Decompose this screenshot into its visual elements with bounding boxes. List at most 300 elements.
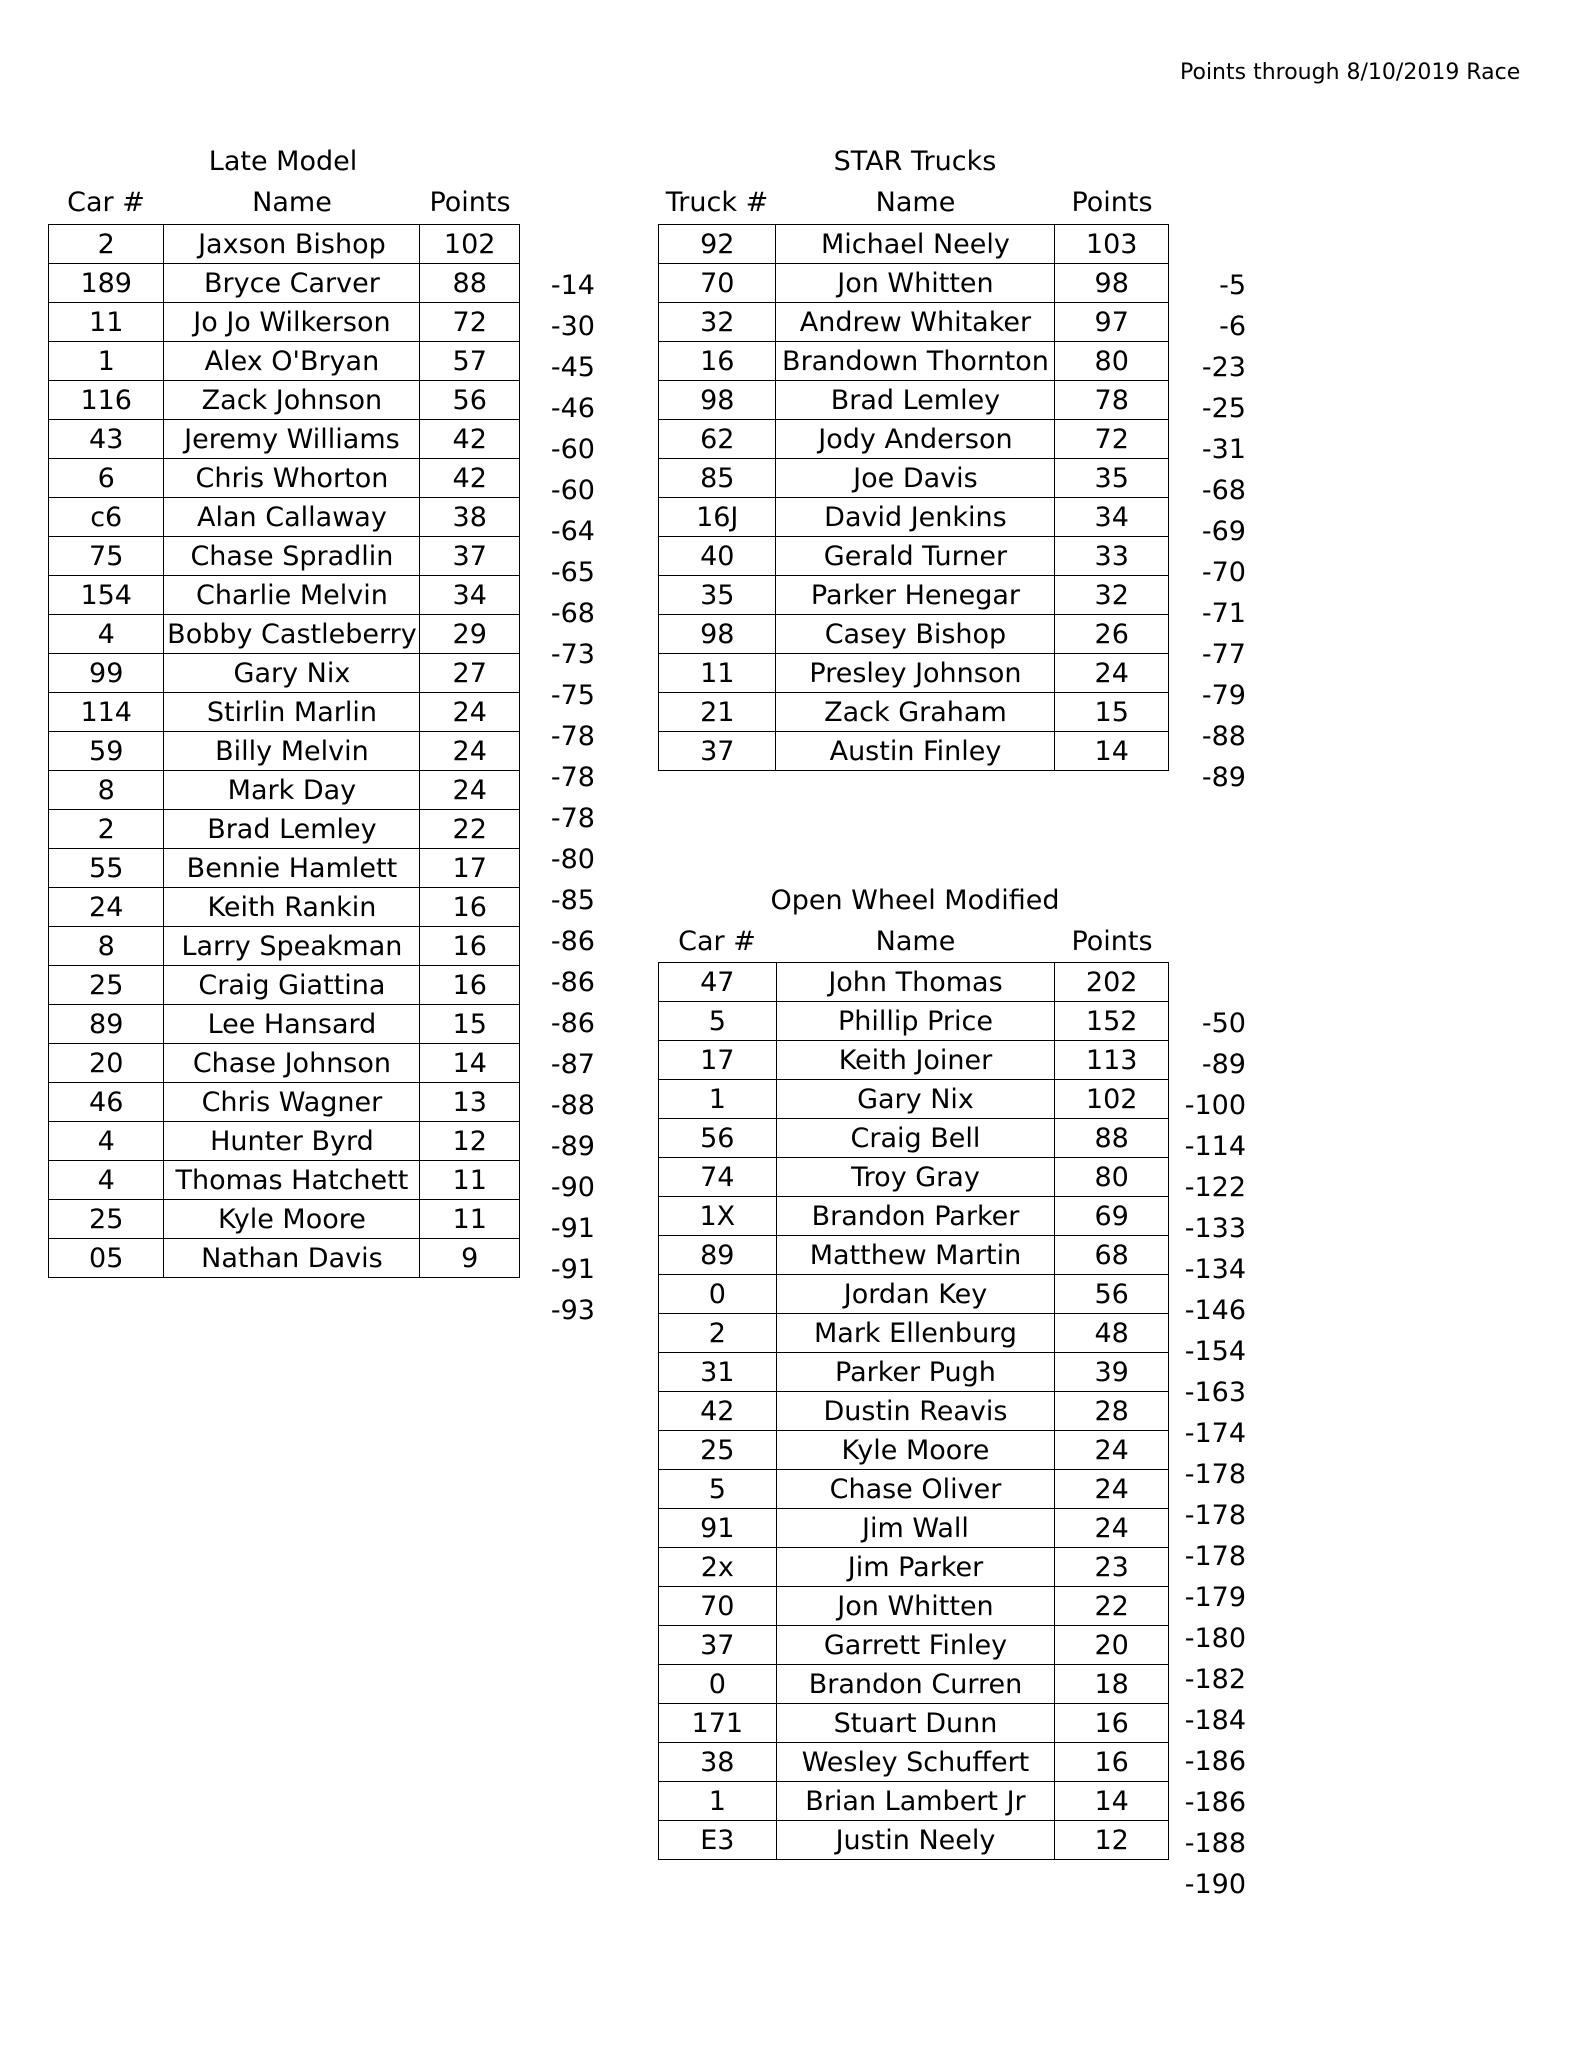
driver-name-cell: Hunter Byrd <box>164 1122 420 1161</box>
car-number-cell: c6 <box>49 498 164 537</box>
points-behind-value: -85 <box>550 885 595 916</box>
car-number-cell: 1 <box>659 1080 777 1119</box>
points-cell: 29 <box>420 615 520 654</box>
car-number-cell: 189 <box>49 264 164 303</box>
late-model-car-header: Car # <box>67 187 145 218</box>
points-behind-value: -86 <box>550 1008 595 1039</box>
table-row <box>659 1782 1169 1821</box>
points-cell: 14 <box>420 1044 520 1083</box>
points-behind-value: -91 <box>550 1254 595 1285</box>
driver-name-cell: Craig Giattina <box>164 966 420 1005</box>
open-wheel-name-header: Name <box>875 926 956 957</box>
late-model-name-header: Name <box>252 187 332 218</box>
table-row <box>49 1005 520 1044</box>
points-through-note: Points through 8/10/2019 Race <box>1180 60 1521 85</box>
points-cell: 12 <box>1055 1821 1169 1860</box>
points-cell: 17 <box>420 849 520 888</box>
points-behind-value: -46 <box>550 393 595 424</box>
table-row <box>49 927 520 966</box>
car-number-cell: 6 <box>49 459 164 498</box>
points-cell: 24 <box>1055 1431 1169 1470</box>
points-behind-value: -114 <box>1184 1131 1246 1162</box>
star-trucks-name-header: Name <box>875 187 956 218</box>
points-behind-value: -182 <box>1184 1664 1246 1695</box>
driver-name-cell: Troy Gray <box>776 1158 1055 1197</box>
points-behind-value: -71 <box>1201 598 1246 629</box>
driver-name-cell: Larry Speakman <box>164 927 420 966</box>
table-row <box>659 1431 1169 1470</box>
points-cell: 14 <box>1055 732 1169 771</box>
driver-name-cell: David Jenkins <box>776 498 1055 537</box>
driver-name-cell: Presley Johnson <box>776 654 1055 693</box>
points-behind-value: -133 <box>1184 1213 1246 1244</box>
driver-name-cell: Billy Melvin <box>164 732 420 771</box>
car-number-cell: 55 <box>49 849 164 888</box>
points-cell: 152 <box>1055 1002 1169 1041</box>
table-row <box>659 1626 1169 1665</box>
driver-name-cell: Keith Rankin <box>164 888 420 927</box>
table-row <box>659 1002 1169 1041</box>
car-number-cell: 16J <box>659 498 776 537</box>
points-behind-value: -68 <box>550 598 595 629</box>
points-behind-value: -77 <box>1201 639 1246 670</box>
points-behind-value: -23 <box>1201 352 1246 383</box>
points-cell: 42 <box>420 420 520 459</box>
late-model-table <box>48 224 520 1278</box>
points-behind-value: -100 <box>1184 1090 1246 1121</box>
points-behind-value: -79 <box>1201 680 1246 711</box>
points-cell: 9 <box>420 1239 520 1278</box>
car-number-cell: 42 <box>659 1392 777 1431</box>
points-behind-value: -180 <box>1184 1623 1246 1654</box>
table-row <box>49 1083 520 1122</box>
driver-name-cell: Chase Oliver <box>776 1470 1055 1509</box>
points-behind-value: -78 <box>550 721 595 752</box>
driver-name-cell: Zack Johnson <box>164 381 420 420</box>
car-number-cell: 38 <box>659 1743 777 1782</box>
driver-name-cell: Alex O'Bryan <box>164 342 420 381</box>
car-number-cell: 70 <box>659 1587 777 1626</box>
points-cell: 56 <box>420 381 520 420</box>
star-trucks-points-header: Points <box>1071 187 1153 218</box>
car-number-cell: 5 <box>659 1002 777 1041</box>
car-number-cell: 43 <box>49 420 164 459</box>
car-number-cell: 5 <box>659 1470 777 1509</box>
table-row <box>49 303 520 342</box>
points-cell: 32 <box>1055 576 1169 615</box>
points-cell: 15 <box>1055 693 1169 732</box>
points-behind-value: -89 <box>550 1131 595 1162</box>
table-row <box>49 732 520 771</box>
car-number-cell: 8 <box>49 771 164 810</box>
points-behind-value: -68 <box>1201 475 1246 506</box>
car-number-cell: 24 <box>49 888 164 927</box>
points-behind-value: -69 <box>1201 516 1246 547</box>
points-cell: 20 <box>1055 1626 1169 1665</box>
driver-name-cell: Matthew Martin <box>776 1236 1055 1275</box>
car-number-cell: 62 <box>659 420 776 459</box>
driver-name-cell: Stirlin Marlin <box>164 693 420 732</box>
table-row <box>49 381 520 420</box>
driver-name-cell: Parker Henegar <box>776 576 1055 615</box>
points-behind-value: -146 <box>1184 1295 1246 1326</box>
car-number-cell: 1 <box>659 1782 777 1821</box>
driver-name-cell: Garrett Finley <box>776 1626 1055 1665</box>
points-cell: 26 <box>1055 615 1169 654</box>
driver-name-cell: Bennie Hamlett <box>164 849 420 888</box>
car-number-cell: 21 <box>659 693 776 732</box>
car-number-cell: 37 <box>659 1626 777 1665</box>
table-row <box>659 1080 1169 1119</box>
points-behind-value: -89 <box>1201 762 1246 793</box>
points-behind-value: -184 <box>1184 1705 1246 1736</box>
car-number-cell: 2 <box>49 810 164 849</box>
table-row <box>659 225 1169 264</box>
points-behind-value: -73 <box>550 639 595 670</box>
points-cell: 78 <box>1055 381 1169 420</box>
points-cell: 24 <box>1055 654 1169 693</box>
points-behind-value: -60 <box>550 475 595 506</box>
driver-name-cell: Chase Spradlin <box>164 537 420 576</box>
points-cell: 24 <box>420 732 520 771</box>
points-cell: 98 <box>1055 264 1169 303</box>
car-number-cell: 25 <box>49 966 164 1005</box>
driver-name-cell: Jo Jo Wilkerson <box>164 303 420 342</box>
points-cell: 113 <box>1055 1041 1169 1080</box>
driver-name-cell: Parker Pugh <box>776 1353 1055 1392</box>
table-row <box>49 654 520 693</box>
driver-name-cell: Casey Bishop <box>776 615 1055 654</box>
points-cell: 102 <box>420 225 520 264</box>
table-row <box>659 342 1169 381</box>
car-number-cell: 98 <box>659 381 776 420</box>
car-number-cell: 31 <box>659 1353 777 1392</box>
car-number-cell: 89 <box>659 1236 777 1275</box>
table-row <box>49 1161 520 1200</box>
points-cell: 13 <box>420 1083 520 1122</box>
car-number-cell: 0 <box>659 1275 777 1314</box>
points-cell: 56 <box>1055 1275 1169 1314</box>
points-cell: 68 <box>1055 1236 1169 1275</box>
table-row <box>659 1236 1169 1275</box>
table-row <box>49 342 520 381</box>
table-row <box>49 498 520 537</box>
points-cell: 28 <box>1055 1392 1169 1431</box>
points-cell: 35 <box>1055 459 1169 498</box>
car-number-cell: 92 <box>659 225 776 264</box>
points-behind-value: -134 <box>1184 1254 1246 1285</box>
driver-name-cell: Gary Nix <box>776 1080 1055 1119</box>
points-cell: 24 <box>420 693 520 732</box>
driver-name-cell: Michael Neely <box>776 225 1055 264</box>
driver-name-cell: Jordan Key <box>776 1275 1055 1314</box>
table-row <box>659 264 1169 303</box>
car-number-cell: 8 <box>49 927 164 966</box>
points-behind-value: -188 <box>1184 1828 1246 1859</box>
points-behind-value <box>535 224 595 265</box>
points-behind-value: -70 <box>1201 557 1246 588</box>
points-behind-value: -163 <box>1184 1377 1246 1408</box>
driver-name-cell: Kyle Moore <box>776 1431 1055 1470</box>
star-trucks-truck-header: Truck # <box>665 187 769 218</box>
points-cell: 24 <box>420 771 520 810</box>
driver-name-cell: Jim Wall <box>776 1509 1055 1548</box>
table-row <box>659 693 1169 732</box>
open-wheel-car-header: Car # <box>678 926 756 957</box>
points-behind-value: -89 <box>1201 1049 1246 1080</box>
points-cell: 15 <box>420 1005 520 1044</box>
car-number-cell: 91 <box>659 1509 777 1548</box>
table-row <box>659 1392 1169 1431</box>
points-cell: 24 <box>1055 1509 1169 1548</box>
table-row <box>49 849 520 888</box>
table-row <box>659 303 1169 342</box>
points-behind-value: -88 <box>550 1090 595 1121</box>
table-row <box>659 1821 1169 1860</box>
points-cell: 103 <box>1055 225 1169 264</box>
driver-name-cell: Chris Whorton <box>164 459 420 498</box>
car-number-cell: 16 <box>659 342 776 381</box>
open-wheel-title: Open Wheel Modified <box>770 885 1060 916</box>
table-row <box>659 1704 1169 1743</box>
points-behind-value: -178 <box>1184 1541 1246 1572</box>
points-cell: 24 <box>1055 1470 1169 1509</box>
points-behind-value <box>1180 224 1246 265</box>
table-row <box>659 1470 1169 1509</box>
late-model-behind-column <box>535 224 595 1331</box>
table-row <box>49 537 520 576</box>
table-row <box>659 1353 1169 1392</box>
late-model-points-header: Points <box>429 187 511 218</box>
points-behind-value: -186 <box>1184 1746 1246 1777</box>
car-number-cell: 20 <box>49 1044 164 1083</box>
points-cell: 37 <box>420 537 520 576</box>
car-number-cell: 56 <box>659 1119 777 1158</box>
points-cell: 80 <box>1055 342 1169 381</box>
driver-name-cell: Zack Graham <box>776 693 1055 732</box>
open-wheel-table <box>658 962 1169 1860</box>
car-number-cell: E3 <box>659 1821 777 1860</box>
car-number-cell: 1X <box>659 1197 777 1236</box>
table-row <box>49 1122 520 1161</box>
points-behind-value: -190 <box>1184 1869 1246 1900</box>
table-row <box>659 420 1169 459</box>
star-trucks-behind-column <box>1180 224 1246 798</box>
car-number-cell: 1 <box>49 342 164 381</box>
table-row <box>49 693 520 732</box>
points-behind-value: -86 <box>550 967 595 998</box>
points-behind-value: -14 <box>550 270 595 301</box>
points-cell: 16 <box>420 927 520 966</box>
driver-name-cell: Jaxson Bishop <box>164 225 420 264</box>
driver-name-cell: Phillip Price <box>776 1002 1055 1041</box>
driver-name-cell: Gerald Turner <box>776 537 1055 576</box>
table-row <box>659 963 1169 1002</box>
table-row <box>49 1044 520 1083</box>
table-row <box>659 1119 1169 1158</box>
car-number-cell: 37 <box>659 732 776 771</box>
points-behind-value: -78 <box>550 803 595 834</box>
points-behind-value: -186 <box>1184 1787 1246 1818</box>
driver-name-cell: Kyle Moore <box>164 1200 420 1239</box>
table-row <box>659 1743 1169 1782</box>
points-cell: 34 <box>420 576 520 615</box>
driver-name-cell: Craig Bell <box>776 1119 1055 1158</box>
car-number-cell: 75 <box>49 537 164 576</box>
table-row <box>659 732 1169 771</box>
driver-name-cell: Stuart Dunn <box>776 1704 1055 1743</box>
car-number-cell: 70 <box>659 264 776 303</box>
car-number-cell: 89 <box>49 1005 164 1044</box>
table-row <box>659 381 1169 420</box>
table-row <box>49 576 520 615</box>
points-behind-value: -75 <box>550 680 595 711</box>
driver-name-cell: Justin Neely <box>776 1821 1055 1860</box>
table-row <box>49 1239 520 1278</box>
points-behind-value: -93 <box>550 1295 595 1326</box>
table-row <box>49 888 520 927</box>
table-row <box>49 966 520 1005</box>
table-row <box>49 420 520 459</box>
car-number-cell: 171 <box>659 1704 777 1743</box>
table-row <box>659 1548 1169 1587</box>
table-row <box>49 264 520 303</box>
driver-name-cell: Mark Ellenburg <box>776 1314 1055 1353</box>
points-cell: 18 <box>1055 1665 1169 1704</box>
car-number-cell: 11 <box>659 654 776 693</box>
table-row <box>49 771 520 810</box>
table-row <box>659 459 1169 498</box>
table-row <box>659 537 1169 576</box>
points-cell: 80 <box>1055 1158 1169 1197</box>
driver-name-cell: Charlie Melvin <box>164 576 420 615</box>
points-behind-value: -154 <box>1184 1336 1246 1367</box>
driver-name-cell: Dustin Reavis <box>776 1392 1055 1431</box>
driver-name-cell: Chris Wagner <box>164 1083 420 1122</box>
points-cell: 27 <box>420 654 520 693</box>
car-number-cell: 74 <box>659 1158 777 1197</box>
driver-name-cell: Austin Finley <box>776 732 1055 771</box>
points-cell: 14 <box>1055 1782 1169 1821</box>
points-behind-value: -91 <box>550 1213 595 1244</box>
points-behind-value: -65 <box>550 557 595 588</box>
points-cell: 16 <box>420 966 520 1005</box>
car-number-cell: 11 <box>49 303 164 342</box>
car-number-cell: 35 <box>659 576 776 615</box>
table-row <box>659 1509 1169 1548</box>
car-number-cell: 2x <box>659 1548 777 1587</box>
points-cell: 16 <box>1055 1704 1169 1743</box>
table-row <box>659 1158 1169 1197</box>
points-behind-value: -6 <box>1219 311 1246 342</box>
driver-name-cell: Nathan Davis <box>164 1239 420 1278</box>
driver-name-cell: Alan Callaway <box>164 498 420 537</box>
car-number-cell: 2 <box>659 1314 777 1353</box>
car-number-cell: 4 <box>49 615 164 654</box>
driver-name-cell: Gary Nix <box>164 654 420 693</box>
driver-name-cell: Wesley Schuffert <box>776 1743 1055 1782</box>
points-behind-value: -60 <box>550 434 595 465</box>
points-behind-value: -86 <box>550 926 595 957</box>
driver-name-cell: Keith Joiner <box>776 1041 1055 1080</box>
points-cell: 22 <box>1055 1587 1169 1626</box>
open-wheel-behind-column <box>1180 962 1246 1905</box>
driver-name-cell: Jon Whitten <box>776 1587 1055 1626</box>
points-behind-value: -5 <box>1219 270 1246 301</box>
driver-name-cell: Joe Davis <box>776 459 1055 498</box>
table-row <box>659 1314 1169 1353</box>
points-cell: 202 <box>1055 963 1169 1002</box>
points-cell: 23 <box>1055 1548 1169 1587</box>
table-row <box>659 498 1169 537</box>
car-number-cell: 17 <box>659 1041 777 1080</box>
table-row <box>49 810 520 849</box>
table-row <box>659 576 1169 615</box>
driver-name-cell: Brad Lemley <box>164 810 420 849</box>
driver-name-cell: Brandon Curren <box>776 1665 1055 1704</box>
points-cell: 39 <box>1055 1353 1169 1392</box>
table-row <box>659 615 1169 654</box>
car-number-cell: 25 <box>659 1431 777 1470</box>
points-cell: 48 <box>1055 1314 1169 1353</box>
points-behind-value: -64 <box>550 516 595 547</box>
table-row <box>659 1275 1169 1314</box>
points-behind-value: -30 <box>550 311 595 342</box>
points-cell: 33 <box>1055 537 1169 576</box>
points-cell: 72 <box>1055 420 1169 459</box>
points-cell: 69 <box>1055 1197 1169 1236</box>
car-number-cell: 40 <box>659 537 776 576</box>
driver-name-cell: Lee Hansard <box>164 1005 420 1044</box>
car-number-cell: 4 <box>49 1122 164 1161</box>
car-number-cell: 2 <box>49 225 164 264</box>
points-cell: 34 <box>1055 498 1169 537</box>
points-behind-value: -179 <box>1184 1582 1246 1613</box>
driver-name-cell: Jeremy Williams <box>164 420 420 459</box>
open-wheel-points-header: Points <box>1071 926 1153 957</box>
star-trucks-table <box>658 224 1169 771</box>
car-number-cell: 47 <box>659 963 777 1002</box>
driver-name-cell: Brad Lemley <box>776 381 1055 420</box>
car-number-cell: 25 <box>49 1200 164 1239</box>
points-behind-value <box>1180 962 1246 1003</box>
points-cell: 16 <box>1055 1743 1169 1782</box>
driver-name-cell: Mark Day <box>164 771 420 810</box>
car-number-cell: 4 <box>49 1161 164 1200</box>
table-row <box>659 1041 1169 1080</box>
points-behind-value: -45 <box>550 352 595 383</box>
driver-name-cell: Thomas Hatchett <box>164 1161 420 1200</box>
points-cell: 57 <box>420 342 520 381</box>
points-cell: 11 <box>420 1161 520 1200</box>
car-number-cell: 98 <box>659 615 776 654</box>
points-behind-value: -25 <box>1201 393 1246 424</box>
points-cell: 12 <box>420 1122 520 1161</box>
points-cell: 88 <box>420 264 520 303</box>
points-cell: 72 <box>420 303 520 342</box>
car-number-cell: 99 <box>49 654 164 693</box>
points-cell: 16 <box>420 888 520 927</box>
car-number-cell: 154 <box>49 576 164 615</box>
table-row <box>49 225 520 264</box>
points-behind-value: -122 <box>1184 1172 1246 1203</box>
table-row <box>49 1200 520 1239</box>
car-number-cell: 114 <box>49 693 164 732</box>
star-trucks-title: STAR Trucks <box>833 146 997 177</box>
points-behind-value: -88 <box>1201 721 1246 752</box>
points-behind-value: -87 <box>550 1049 595 1080</box>
points-behind-value: -78 <box>550 762 595 793</box>
